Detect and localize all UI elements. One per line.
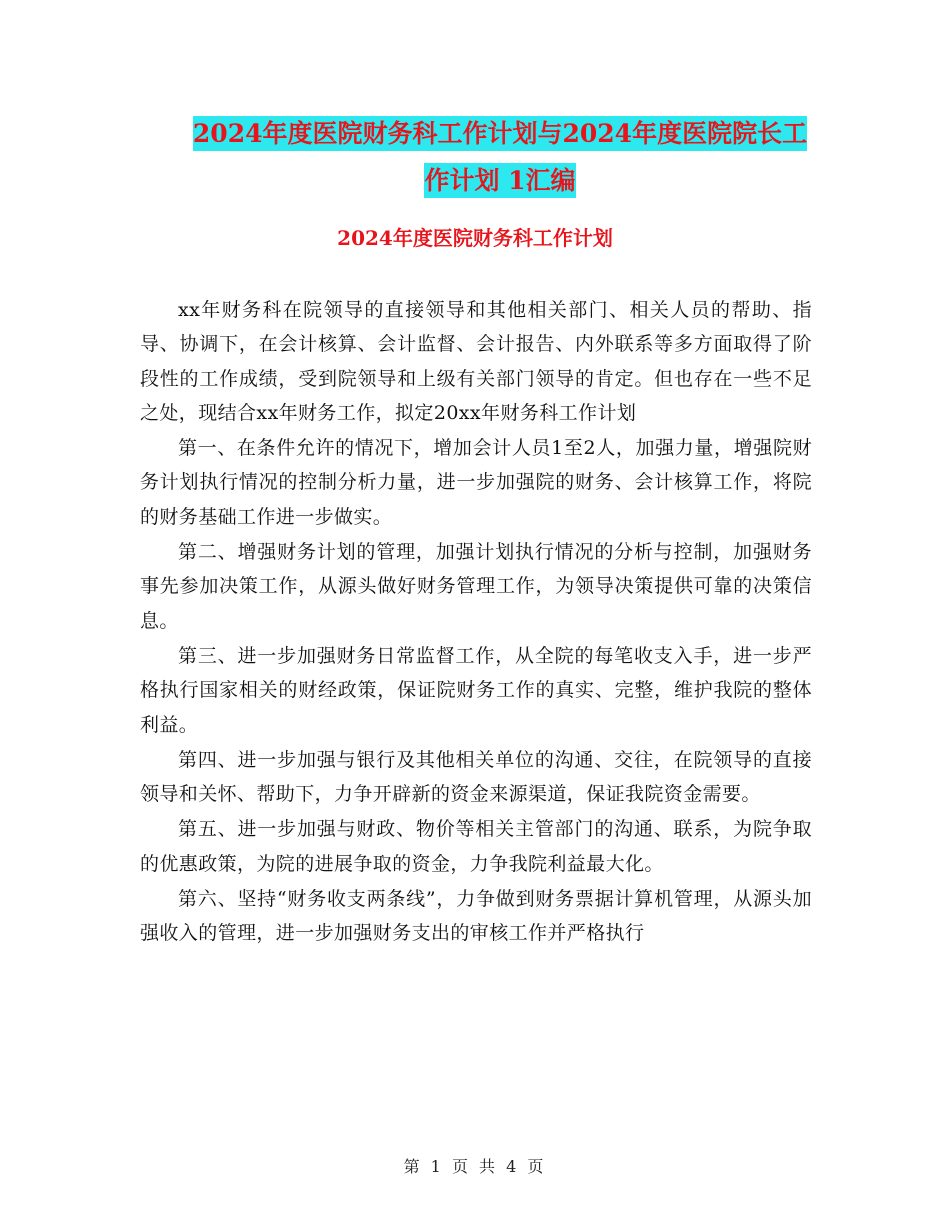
page-footer: 第 1 页 共 4 页 [403,1157,547,1176]
document-title-line-2: 作计划 1汇编 [424,163,575,198]
paragraph-intro: xx年财务科在院领导的直接领导和其他相关部门、相关人员的帮助、指导、协调下，在会计核算、会计监督、会计报告、内外联系等多方面取得了阶段性的工作成绩，受到院领导和上级有关部门领导的肯定。但也存在一些不足之处，现结合xx年财务工作，拟定20xx年财务科工作计划 [140,299,812,424]
paragraph-item-2: 第二、增强财务计划的管理，加强计划执行情况的分析与控制，加强财务事先参加决策工作，从源头做好财务管理工作，为领导决策提供可靠的决策信息。 [140,541,812,632]
document-body [140,293,812,952]
paragraph-item-5: 第五、进一步加强与财政、物价等相关主管部门的沟通、联系，为院争取的优惠政策，为院的进展争取的资金，力争我院利益最大化。 [140,818,812,875]
section-title: 2024年度医院财务科工作计划 [337,226,613,250]
document-title [130,110,870,204]
paragraph-item-3: 第三、进一步加强财务日常监督工作，从全院的每笔收支入手，进一步严格执行国家相关的财经政策，保证院财务工作的真实、完整，维护我院的整体利益。 [140,644,812,736]
document-title-line-1: 2024年度医院财务科工作计划与2024年度医院院长工 [193,116,807,151]
paragraph-item-6: 第六、坚持“财务收支两条线”，力争做到财务票据计算机管理，从源头加强收入的管理，进一步加强财务支出的审核工作并严格执行 [140,888,812,945]
paragraph-item-4: 第四、进一步加强与银行及其他相关单位的沟通、交往，在院领导的直接领导和关怀、帮助下，力争开辟新的资金来源渠道，保证我院资金需要。 [140,748,812,806]
paragraph-item-1: 第一、在条件允许的情况下，增加会计人员1至2人，加强力量，增强院财务计划执行情况的控制分析力量，进一步加强院的财务、会计核算工作，将院的财务基础工作进一步做实。 [140,437,812,528]
